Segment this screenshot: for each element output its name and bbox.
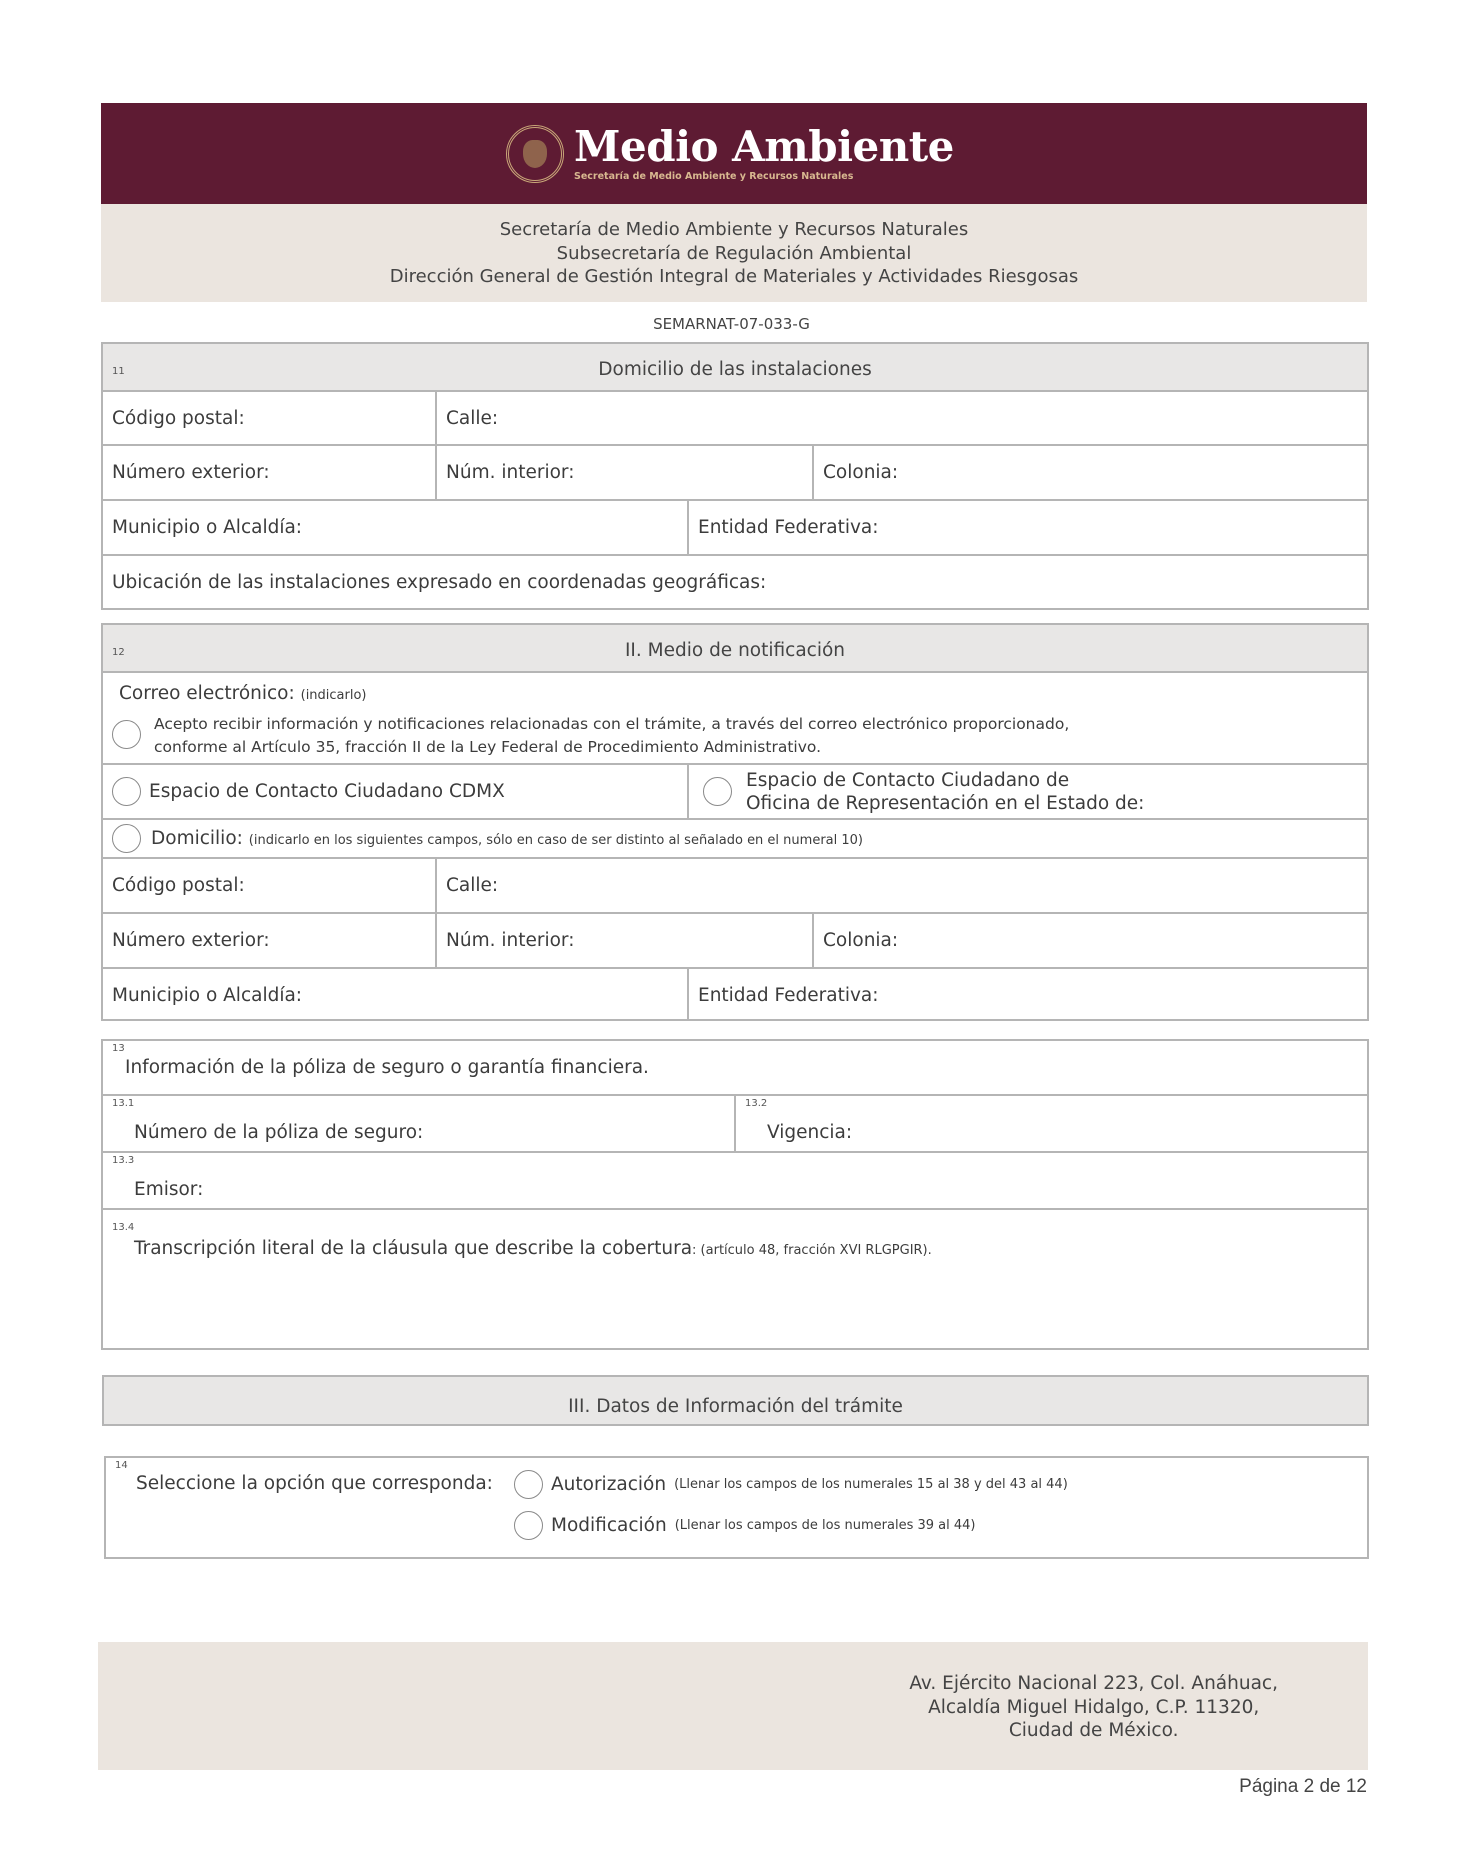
codigo-postal-field[interactable] — [103, 392, 437, 444]
municipio-label: Municipio o Alcaldía: — [112, 984, 303, 1006]
section-12-medio-notificacion — [101, 623, 1369, 1021]
numero-exterior-label: Número exterior: — [112, 462, 270, 483]
cdmx-label: Espacio de Contacto Ciudadano CDMX — [149, 781, 505, 802]
entidad-label: Entidad Federativa: — [698, 517, 879, 538]
domicilio-radio[interactable] — [112, 824, 141, 853]
form-code: SEMARNAT-07-033-G — [653, 315, 810, 333]
autorizacion-label: Autorización — [551, 1474, 667, 1495]
num-interior-label: Núm. interior: — [446, 930, 575, 951]
oficina-label: Espacio de Contacto Ciudadano de Oficina de Representación en el Estado de: — [746, 769, 1145, 814]
vigencia-field[interactable] — [736, 1096, 1367, 1151]
codigo-postal-label: Código postal: — [112, 407, 245, 429]
coordenadas-field[interactable] — [103, 556, 1367, 608]
cdmx-option[interactable] — [103, 765, 689, 818]
section-number: 13 — [112, 1043, 125, 1054]
domicilio-label: Domicilio: (indicarlo en los siguientes campos, sólo en caso de ser distinto al señalado en el numeral 10) — [151, 828, 863, 849]
section-3-header — [102, 1375, 1369, 1426]
section-13-poliza — [101, 1039, 1369, 1350]
footer — [98, 1642, 1368, 1770]
colonia-label: Colonia: — [823, 930, 899, 951]
modificacion-note: (Llenar los campos de los numerales 39 al 44) — [674, 1518, 976, 1533]
coordenadas-label: Ubicación de las instalaciones expresado en coordenadas geográficas: — [112, 571, 767, 593]
transcripcion-label: Transcripción literal de la cláusula que describe la cobertura: (artículo 48, fracción XVI RLGPGIR). — [134, 1238, 932, 1259]
section-header — [103, 344, 1367, 392]
section-title: II. Medio de notificación — [624, 640, 846, 661]
autorizacion-note: (Llenar los campos de los numerales 15 al 38 y del 43 al 44) — [674, 1477, 1068, 1492]
brand-banner — [101, 103, 1367, 204]
agency-line-2: Subsecretaría de Regulación Ambiental — [556, 242, 912, 264]
logo-subtitle: Secretaría de Medio Ambiente y Recursos Naturales — [574, 171, 854, 182]
numero-exterior-field[interactable] — [103, 914, 437, 967]
correo-label: Correo electrónico: (indicarlo) — [119, 683, 367, 704]
poliza-title-row — [103, 1041, 1367, 1096]
municipio-label: Municipio o Alcaldía: — [112, 517, 303, 538]
num-interior-field[interactable] — [437, 914, 814, 967]
section-number: 12 — [112, 647, 125, 658]
calle-field[interactable] — [437, 859, 1367, 912]
domicilio-option[interactable] — [103, 820, 1367, 857]
autorizacion-radio[interactable] — [514, 1470, 543, 1499]
field-number: 13.2 — [745, 1098, 768, 1109]
section-11-domicilio-instalaciones — [101, 342, 1369, 610]
field-number: 13.3 — [112, 1155, 135, 1166]
oficina-option[interactable] — [689, 765, 1367, 818]
section-title: Domicilio de las instalaciones — [598, 359, 872, 380]
field-number: 13.1 — [112, 1098, 135, 1109]
entidad-field[interactable] — [689, 501, 1367, 554]
calle-label: Calle: — [446, 875, 499, 896]
transcripcion-field[interactable] — [103, 1210, 1367, 1348]
num-interior-field[interactable] — [437, 446, 814, 499]
cdmx-radio[interactable] — [112, 777, 141, 806]
footer-address: Av. Ejército Nacional 223, Col. Anáhuac, Alcaldía Miguel Hidalgo, C.P. 11320, Ciudad de México. — [909, 1673, 1278, 1741]
agency-line-3: Dirección General de Gestión Integral de Materiales y Actividades Riesgosas — [389, 266, 1079, 287]
section-number: 14 — [115, 1460, 128, 1471]
numero-exterior-label: Número exterior: — [112, 930, 270, 951]
emisor-field[interactable] — [103, 1153, 1367, 1208]
acepto-correo-radio[interactable] — [112, 720, 141, 749]
field-number: 13.4 — [112, 1222, 135, 1233]
entidad-label: Entidad Federativa: — [698, 984, 879, 1006]
vigencia-label: Vigencia: — [767, 1122, 853, 1143]
numero-poliza-label: Número de la póliza de seguro: — [134, 1122, 424, 1143]
emisor-label: Emisor: — [134, 1179, 204, 1200]
codigo-postal-field[interactable] — [103, 859, 437, 912]
correo-row — [103, 673, 1367, 765]
poliza-title: Información de la póliza de seguro o garantía financiera. — [125, 1057, 649, 1078]
logo — [506, 122, 954, 183]
acepto-correo-text: Acepto recibir información y notificaciones relacionadas con el trámite, a través del correo electrónico proporcionado, conforme al Artículo 35, fracción II de la Ley Federal de Procedimiento Administrativo. — [154, 715, 1070, 756]
section-number: 11 — [112, 366, 125, 377]
calle-field[interactable] — [437, 392, 1367, 444]
municipio-field[interactable] — [103, 969, 689, 1021]
section-14-tipo-tramite — [104, 1456, 1369, 1559]
numero-poliza-field[interactable] — [103, 1096, 736, 1151]
calle-label: Calle: — [446, 407, 499, 429]
coat-of-arms-icon — [506, 125, 564, 183]
oficina-radio[interactable] — [703, 777, 732, 806]
numero-exterior-field[interactable] — [103, 446, 437, 499]
colonia-label: Colonia: — [823, 462, 899, 483]
autorizacion-option[interactable] — [514, 1470, 1068, 1499]
colonia-field[interactable] — [814, 914, 1367, 967]
codigo-postal-label: Código postal: — [112, 875, 245, 896]
agency-header — [101, 204, 1367, 302]
section-header — [103, 625, 1367, 673]
logo-title: Medio Ambiente — [574, 122, 954, 171]
section-title: III. Datos de Información del trámite — [568, 1396, 903, 1417]
agency-line-1: Secretaría de Medio Ambiente y Recursos Naturales — [499, 219, 969, 240]
entidad-field[interactable] — [689, 969, 1367, 1021]
modificacion-option[interactable] — [514, 1511, 975, 1540]
colonia-field[interactable] — [814, 446, 1367, 499]
modificacion-radio[interactable] — [514, 1511, 543, 1540]
tramite-prompt: Seleccione la opción que corresponda: — [136, 1473, 493, 1494]
page-number: Página 2 de 12 — [1239, 1776, 1367, 1797]
municipio-field[interactable] — [103, 501, 689, 554]
num-interior-label: Núm. interior: — [446, 462, 575, 483]
modificacion-label: Modificación — [551, 1515, 667, 1536]
